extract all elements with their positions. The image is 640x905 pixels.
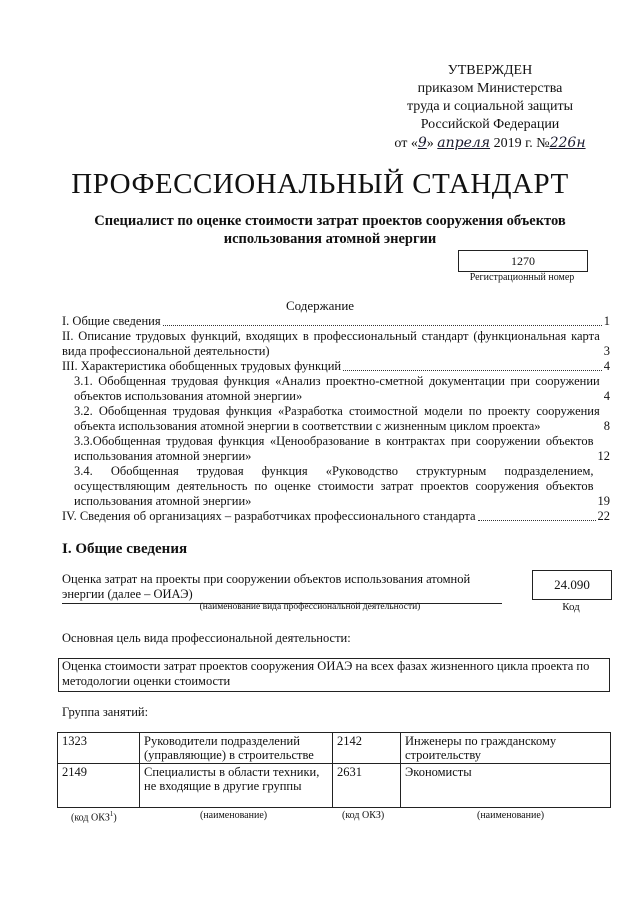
okz-code-cell: 2631 xyxy=(333,764,401,808)
approval-date: от «9» апреля 2019 г. №226н xyxy=(394,135,586,151)
approval-title: УТВЕРЖДЕН xyxy=(447,63,533,78)
okz-code-cell: 1323 xyxy=(58,733,140,764)
toc-item[interactable]: II. Описание трудовых функций, входящих в профессиональный стандарт (функциональная карта вида профессиональной деятельности) 3 xyxy=(62,329,610,358)
toc-item[interactable]: IV. Сведения об организациях – разработчиках профессионального стандарта 22 xyxy=(62,509,610,523)
approval-line: приказом Министерства xyxy=(417,81,563,96)
goal-label: Основная цель вида профессиональной деятельности: xyxy=(62,631,351,645)
toc-item[interactable]: III. Характеристика обобщенных трудовых функций 4 xyxy=(62,359,610,373)
document-title: ПРОФЕССИОНАЛЬНЫЙ СТАНДАРТ xyxy=(71,168,569,200)
handwritten-month: апреля xyxy=(437,135,491,151)
toc-item[interactable]: I. Общие сведения 1 xyxy=(62,314,610,328)
goal-box: Оценка стоимости затрат проектов сооружения ОИАЭ на всех фазах жизненного цикла проекта по методологии оценки стоимости xyxy=(58,658,610,692)
toc-item[interactable]: 3.3.Обобщенная трудовая функция «Ценообразование в контрактах при сооружении объектов использования атомной энергии» 12 xyxy=(74,434,610,463)
occupation-group-label: Группа занятий: xyxy=(62,705,149,719)
toc-item[interactable]: 3.4. Обобщенная трудовая функция «Руководство структурным подразделением, осуществляющим деятельность по оценке стоимости затрат проектов сооружения объектов использования атомной энергии» 19 xyxy=(74,464,610,508)
approval-line: Российской Федерации xyxy=(420,117,560,132)
section-heading: I. Общие сведения xyxy=(62,541,188,557)
toc-item[interactable]: 3.1. Обобщенная трудовая функция «Анализ проектно-сметной документации при сооружении объектов использования атомной энергии» 4 xyxy=(74,374,610,403)
activity-name-field: Оценка затрат на проекты при сооружении объектов использования атомной энергии (далее – ОИАЭ) xyxy=(62,572,502,604)
caption-name: (наименование) xyxy=(477,810,545,821)
activity-code-box: 24.090 xyxy=(532,570,612,600)
handwritten-number: 226н xyxy=(549,135,586,151)
footnote-marker: 1 xyxy=(109,810,114,818)
toc-item[interactable]: 3.2. Обобщенная трудовая функция «Разработка стоимостной модели по проекту сооружения объекта использования атомной энергии в соответствии с жизненным циклом проекта» 8 xyxy=(74,404,610,433)
approval-block xyxy=(375,62,605,153)
handwritten-day: 9 xyxy=(417,135,427,151)
table-row xyxy=(58,764,611,808)
caption-name: (наименование) xyxy=(200,810,268,821)
toc-heading: Содержание xyxy=(285,298,355,313)
registration-number-box: 1270 xyxy=(458,250,588,272)
okz-code-cell: 2142 xyxy=(333,733,401,764)
caption-okz-code: (код ОКЗ) xyxy=(342,810,385,821)
occupation-name-cell: Инженеры по гражданскому строительству xyxy=(401,733,611,764)
activity-code-caption: Код xyxy=(562,601,580,613)
activity-name-caption: (наименование вида профессиональной деятельности) xyxy=(199,602,421,612)
occupation-name-cell: Специалисты в области техники, не входящие в другие группы xyxy=(140,764,333,808)
approval-line: труда и социальной защиты xyxy=(407,99,573,114)
occupation-group-table xyxy=(57,732,611,808)
caption-okz-code: (код ОКЗ$^1$) xyxy=(71,810,117,824)
registration-number-label: Регистрационный номер xyxy=(469,272,575,283)
occupation-name-cell: Экономисты xyxy=(401,764,611,808)
occupation-name-cell: Руководители подразделений (управляющие) в строительстве xyxy=(140,733,333,764)
table-of-contents xyxy=(62,314,610,524)
table-row xyxy=(58,733,611,764)
document-subtitle: Специалист по оценке стоимости затрат проектов сооружения объектов использования атомной энергии xyxy=(94,213,566,247)
okz-code-cell: 2149 xyxy=(58,764,140,808)
